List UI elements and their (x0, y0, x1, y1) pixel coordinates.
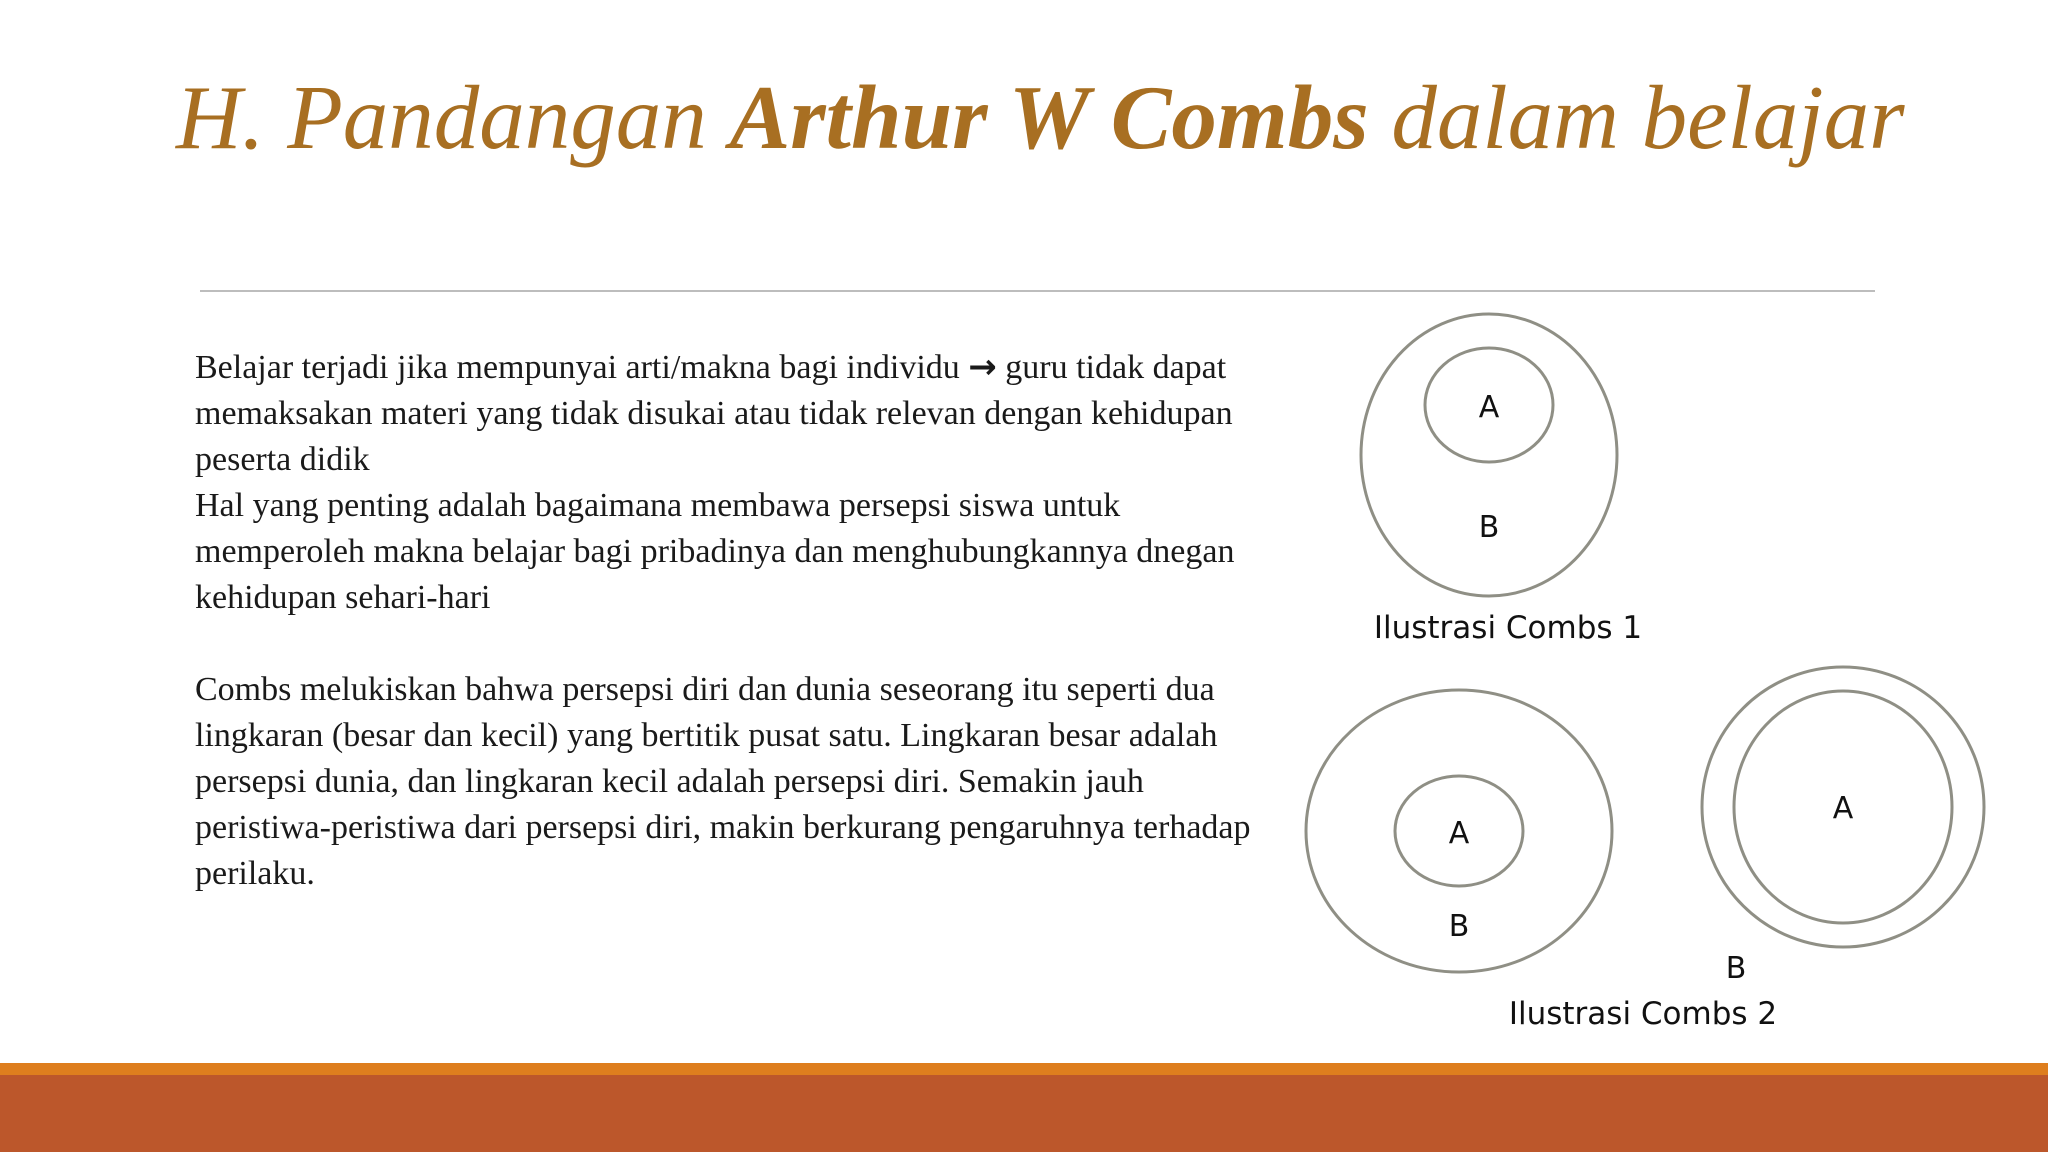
label-a-2: A (1448, 816, 1470, 851)
title-divider (200, 290, 1875, 292)
world-circle-2 (1306, 690, 1612, 972)
self-circle-2 (1395, 776, 1523, 886)
label-a-3: A (1832, 791, 1854, 826)
illustration-2-left (1306, 690, 1612, 972)
paragraph-1 (195, 344, 1255, 483)
footer-bar (0, 1075, 2048, 1152)
world-circle-3 (1702, 667, 1984, 947)
body-text (195, 344, 1255, 897)
self-circle-3 (1734, 691, 1952, 923)
paragraph-1-part-b: guru tidak dapat memaksakan materi yang tidak disukai atau tidak relevan dengan kehidupan peserta didik (195, 349, 1233, 478)
illustration-2-right (1702, 667, 1984, 986)
label-b-1: B (1478, 510, 1500, 545)
title-bold: Arthur W Combs (729, 67, 1369, 168)
title-suffix: dalam belajar (1368, 67, 1905, 168)
label-a-1: A (1478, 390, 1500, 425)
slide-title (176, 67, 1976, 168)
paragraph-1-part-a: Belajar terjadi jika mempunyai arti/makna bagi individu (195, 349, 969, 386)
footer-accent-bar (0, 1063, 2048, 1075)
label-b-2: B (1448, 909, 1470, 944)
caption-1: Ilustrasi Combs 1 (1373, 610, 1643, 646)
label-b-3: B (1725, 951, 1747, 986)
paragraph-2: Hal yang penting adalah bagaimana membawa persepsi siswa untuk memperoleh makna belajar bagi pribadinya dan menghubungkannya dnegan kehidupan sehari-hari (195, 487, 1235, 616)
self-circle-1 (1425, 348, 1553, 462)
paragraph-3: Combs melukiskan bahwa persepsi diri dan dunia seseorang itu seperti dua lingkaran (besar dan kecil) yang bertitik pusat satu. Lingkaran besar adalah persepsi dunia, dan lingkaran kecil adalah persepsi diri. Semakin jauh peristiwa-peristiwa dari persepsi diri, makin berkurang pengaruhnya terhadap perilaku. (195, 671, 1251, 892)
arrow-right-icon: → (968, 347, 997, 387)
world-circle-1 (1361, 314, 1617, 596)
title-prefix: H. Pandangan (176, 67, 730, 168)
caption-2: Ilustrasi Combs 2 (1508, 996, 1778, 1032)
illustration-1 (1361, 314, 1642, 646)
